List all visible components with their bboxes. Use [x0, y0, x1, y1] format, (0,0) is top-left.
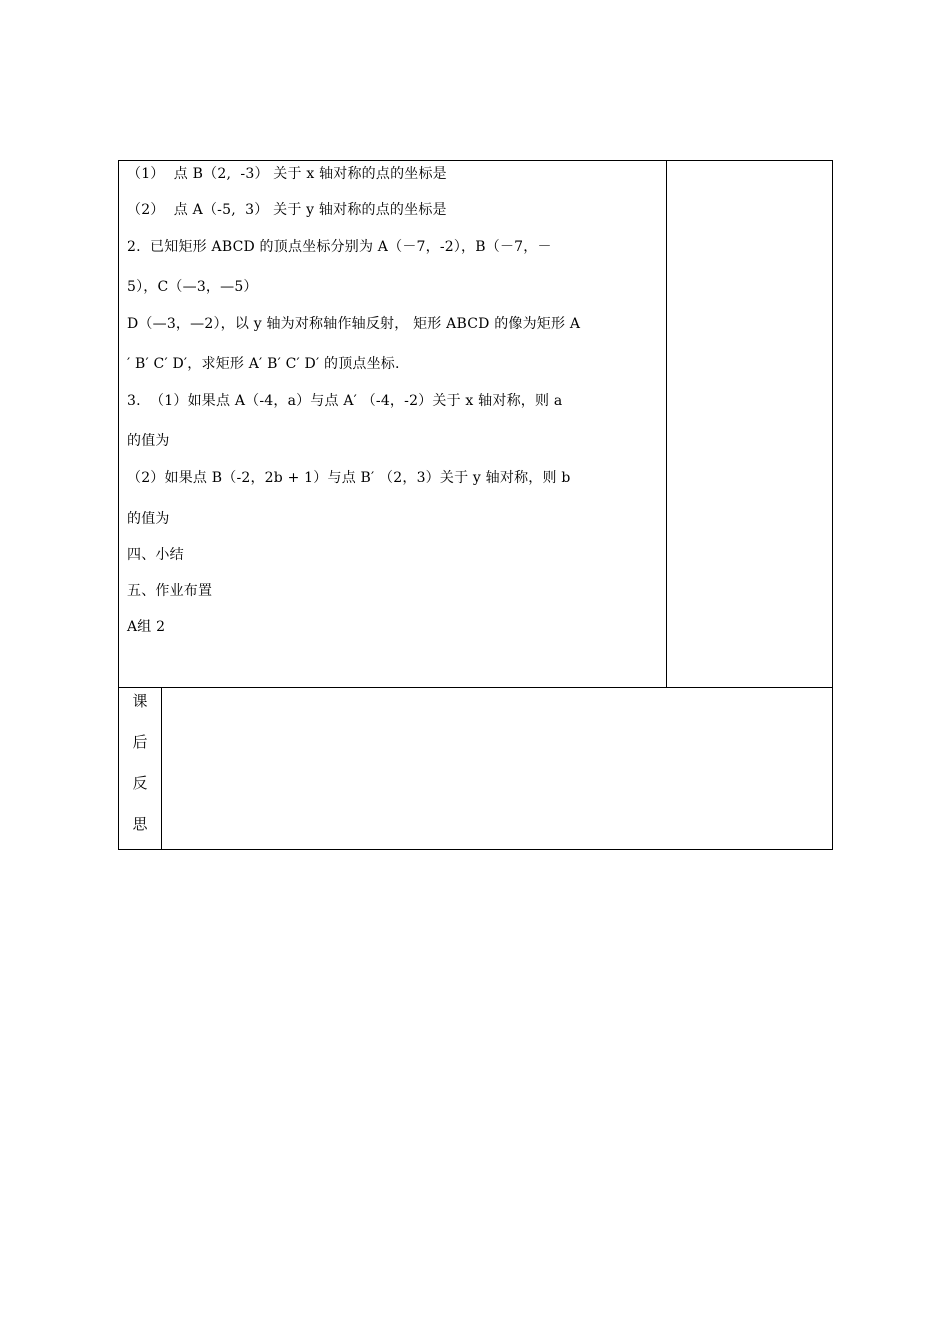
notes-cell	[667, 161, 832, 687]
exercise-2-line-2: 5），C（—3，—5）	[127, 279, 258, 295]
exercise-1-2: （2） 点 A（-5, 3） 关于 y 轴对称的点的坐标是	[127, 202, 447, 218]
reflection-label-char-2: 后	[132, 733, 148, 751]
exercise-3-2-line-2: 的值为	[127, 511, 170, 527]
exercise-2-line-3: D（—3，—2），以 y 轴为对称轴作轴反射， 矩形 ABCD 的像为矩形 A	[127, 316, 581, 332]
reflection-label-char-4: 思	[132, 815, 148, 833]
exercise-1-1: （1） 点 B（2, -3） 关于 x 轴对称的点的坐标是	[127, 166, 447, 182]
section-homework-heading: 五、作业布置	[127, 583, 213, 599]
reflection-label-char-3: 反	[132, 774, 148, 792]
exercise-2-line-4: ′ B′ C′ D′，求矩形 A′ B′ C′ D′ 的顶点坐标.	[127, 356, 400, 372]
section-summary-heading: 四、小结	[127, 547, 184, 563]
reflection-label-char-1: 课	[132, 692, 148, 710]
homework-group-a: A组 2	[127, 619, 166, 635]
table-right-border	[832, 160, 833, 850]
exercise-3-1-line-1: 3. （1）如果点 A（-4，a）与点 A′ （-4，-2）关于 x 轴对称，则 a	[127, 393, 563, 409]
reflection-content-cell	[162, 688, 832, 849]
exercise-2-line-1: 2. 已知矩形 ABCD 的顶点坐标分别为 A（－7，-2），B（－7，－	[127, 239, 552, 255]
exercise-3-1-line-2: 的值为	[127, 433, 170, 449]
table-bottom-border	[118, 849, 833, 850]
exercise-3-2-line-1: （2）如果点 B（-2，2b + 1）与点 B′ （2，3）关于 y 轴对称，则 b	[127, 470, 571, 486]
